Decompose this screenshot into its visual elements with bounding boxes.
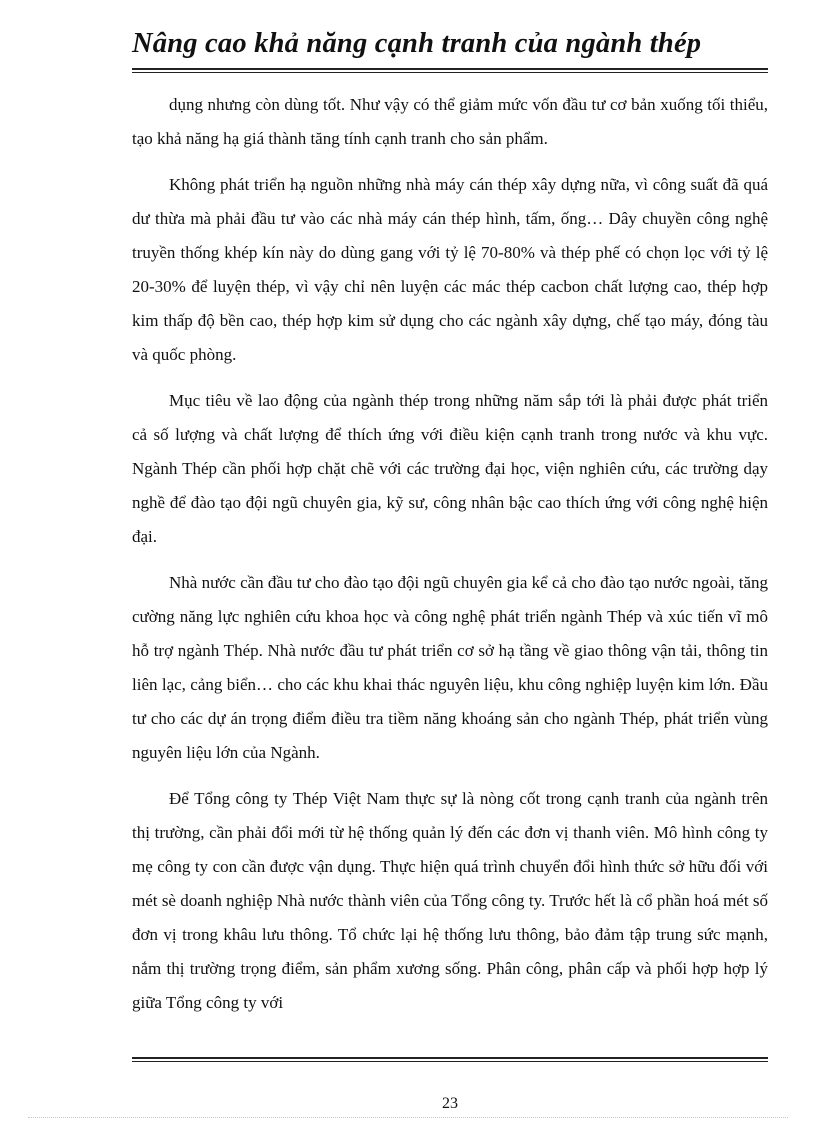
body-paragraph: dụng nhưng còn dùng tốt. Như vậy có thể giảm mức vốn đầu tư cơ bản xuống tối thiểu, tạo khả năng hạ giá thành tăng tính cạnh tranh cho sản phẩm. <box>132 95 768 148</box>
page-edge-dotted-line <box>28 1117 788 1118</box>
page-footer <box>132 1057 768 1123</box>
footer-divider <box>132 1057 768 1062</box>
body-paragraph: Nhà nước cần đầu tư cho đào tạo đội ngũ chuyên gia kể cả cho đào tạo nước ngoài, tăng cường năng lực nghiên cứu khoa học và công nghệ phát triển ngành Thép và xúc tiến vĩ mô hỗ trợ ngành Thép. Nhà nước đầu tư phát triển cơ sở hạ tầng về giao thông vận tải, thông tin liên lạc, cảng biển… cho các khu khai thác nguyên liệu, khu công nghiệp luyện kim lớn. Đầu tư cho các dự án trọng điểm điều tra tiềm năng khoáng sản cho ngành Thép, phát triển vùng nguyên liệu lớn của Ngành. <box>132 573 768 762</box>
page-header <box>132 22 768 59</box>
page-number: 23 <box>442 1095 458 1112</box>
body-paragraph: Mục tiêu về lao động của ngành thép trong những năm sắp tới là phải được phát triển cả số lượng và chất lượng để thích ứng với điều kiện cạnh tranh trong nước và khu vực. Ngành Thép cần phối hợp chặt chẽ với các trường đại học, viện nghiên cứu, các trường dạy nghề để đào tạo đội ngũ chuyên gia, kỹ sư, công nhân bậc cao thích ứng với công nghệ hiện đại. <box>132 391 768 546</box>
document-body <box>132 88 768 1032</box>
header-divider <box>132 68 768 73</box>
body-paragraph: Không phát triển hạ nguồn những nhà máy cán thép xây dựng nữa, vì công suất đã quá dư thừa mà phải đầu tư vào các nhà máy cán thép hình, tấm, ống… Dây chuyền công nghệ truyền thống khép kín này do dùng gang với tỷ lệ 70-80% và thép phế có chọn lọc với tỷ lệ 20-30% để luyện thép, vì vậy chỉ nên luyện các mác thép cacbon chất lượng cao, thép hợp kim thấp độ bền cao, thép hợp kim sử dụng cho các ngành xây dựng, chế tạo máy, đóng tàu và quốc phòng. <box>132 175 768 364</box>
page-title: Nâng cao khả năng cạnh tranh của ngành thép <box>132 28 702 59</box>
body-paragraph: Để Tổng công ty Thép Việt Nam thực sự là nòng cốt trong cạnh tranh của ngành trên thị trường, cần phải đổi mới từ hệ thống quản lý đến các đơn vị thanh viên. Mô hình công ty mẹ công ty con cần được vận dụng. Thực hiện quá trình chuyển đổi hình thức sở hữu đối với mét sè doanh nghiệp Nhà nước thành viên của Tổng công ty. Trước hết là cổ phần hoá mét số đơn vị trong khâu lưu thông. Tổ chức lại hệ thống lưu thông, bảo đảm tập trung sức mạnh, nắm thị trường trọng điểm, sản phẩm xương sống. Phân công, phân cấp và phối hợp hợp lý giữa Tổng công ty với <box>132 789 768 1012</box>
